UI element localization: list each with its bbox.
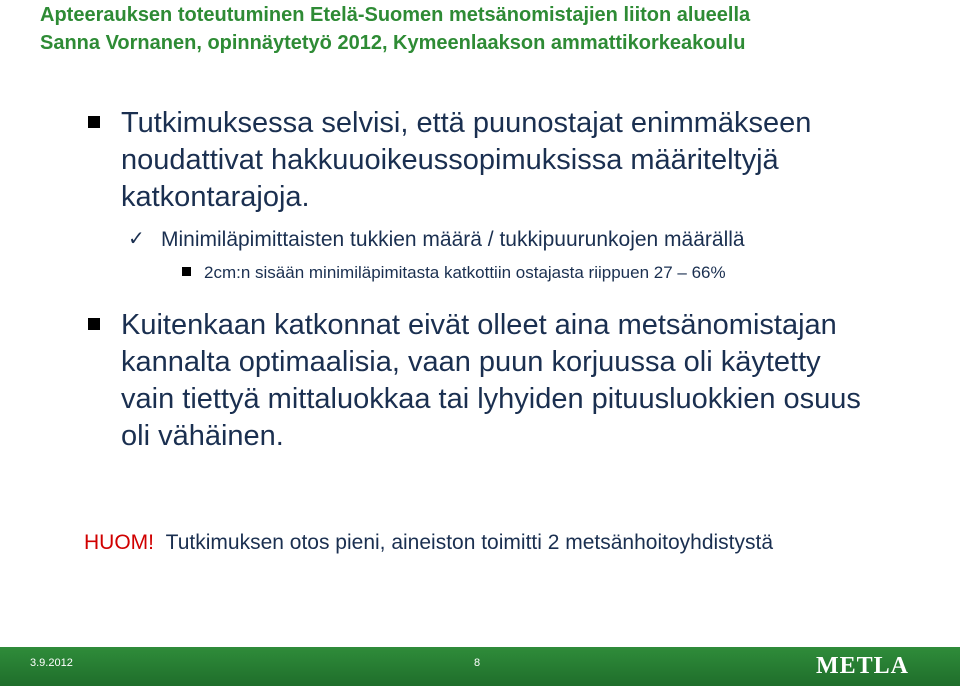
bullet-1-subsub: 2cm:n sisään minimiläpimitasta katkottiin ostajasta riippuen 27 – 66% [204,263,726,282]
metla-logo: METLA [816,653,910,679]
page-number: 8 [474,657,481,669]
bullet-1-line-2: noudattivat hakkuuoikeussopimuksissa määriteltyjä [121,144,779,176]
footer-date: 3.9.2012 [30,657,73,669]
header-title: Apteerauksen toteutuminen Etelä-Suomen metsänomistajien liiton alueella [40,4,751,26]
bullet-1-line-3: katkontarajoja. [121,181,310,213]
bullet-2-line-2: kannalta optimaalisia, vaan puun korjuussa oli käytetty [121,346,821,378]
square-bullet-icon [88,116,100,128]
bullet-1-sub: Minimiläpimittaisten tukkien määrä / tukkipuurunkojen määrällä [161,228,745,251]
bullet-2-line-1: Kuitenkaan katkonnat eivät olleet aina metsänomistajan [121,309,837,341]
square-bullet-small-icon [182,267,191,276]
square-bullet-icon [88,318,100,330]
bullet-2-line-4: oli vähäinen. [121,420,284,452]
note [84,531,773,555]
footer-bar [0,647,960,686]
header-subtitle: Sanna Vornanen, opinnäytetyö 2012, Kymeenlaakson ammattikorkeakoulu [40,32,746,54]
checkmark-icon: ✓ [128,228,145,250]
note-label: HUOM! [84,531,154,554]
note-text: Tutkimuksen otos pieni, aineiston toimitti 2 metsänhoitoyhdistystä [165,531,774,554]
bullet-2-line-3: vain tiettyä mittaluokkaa tai lyhyiden pituusluokkien osuus [121,383,861,415]
bullet-1-line-1: Tutkimuksessa selvisi, että puunostajat enimmäkseen [121,107,812,139]
